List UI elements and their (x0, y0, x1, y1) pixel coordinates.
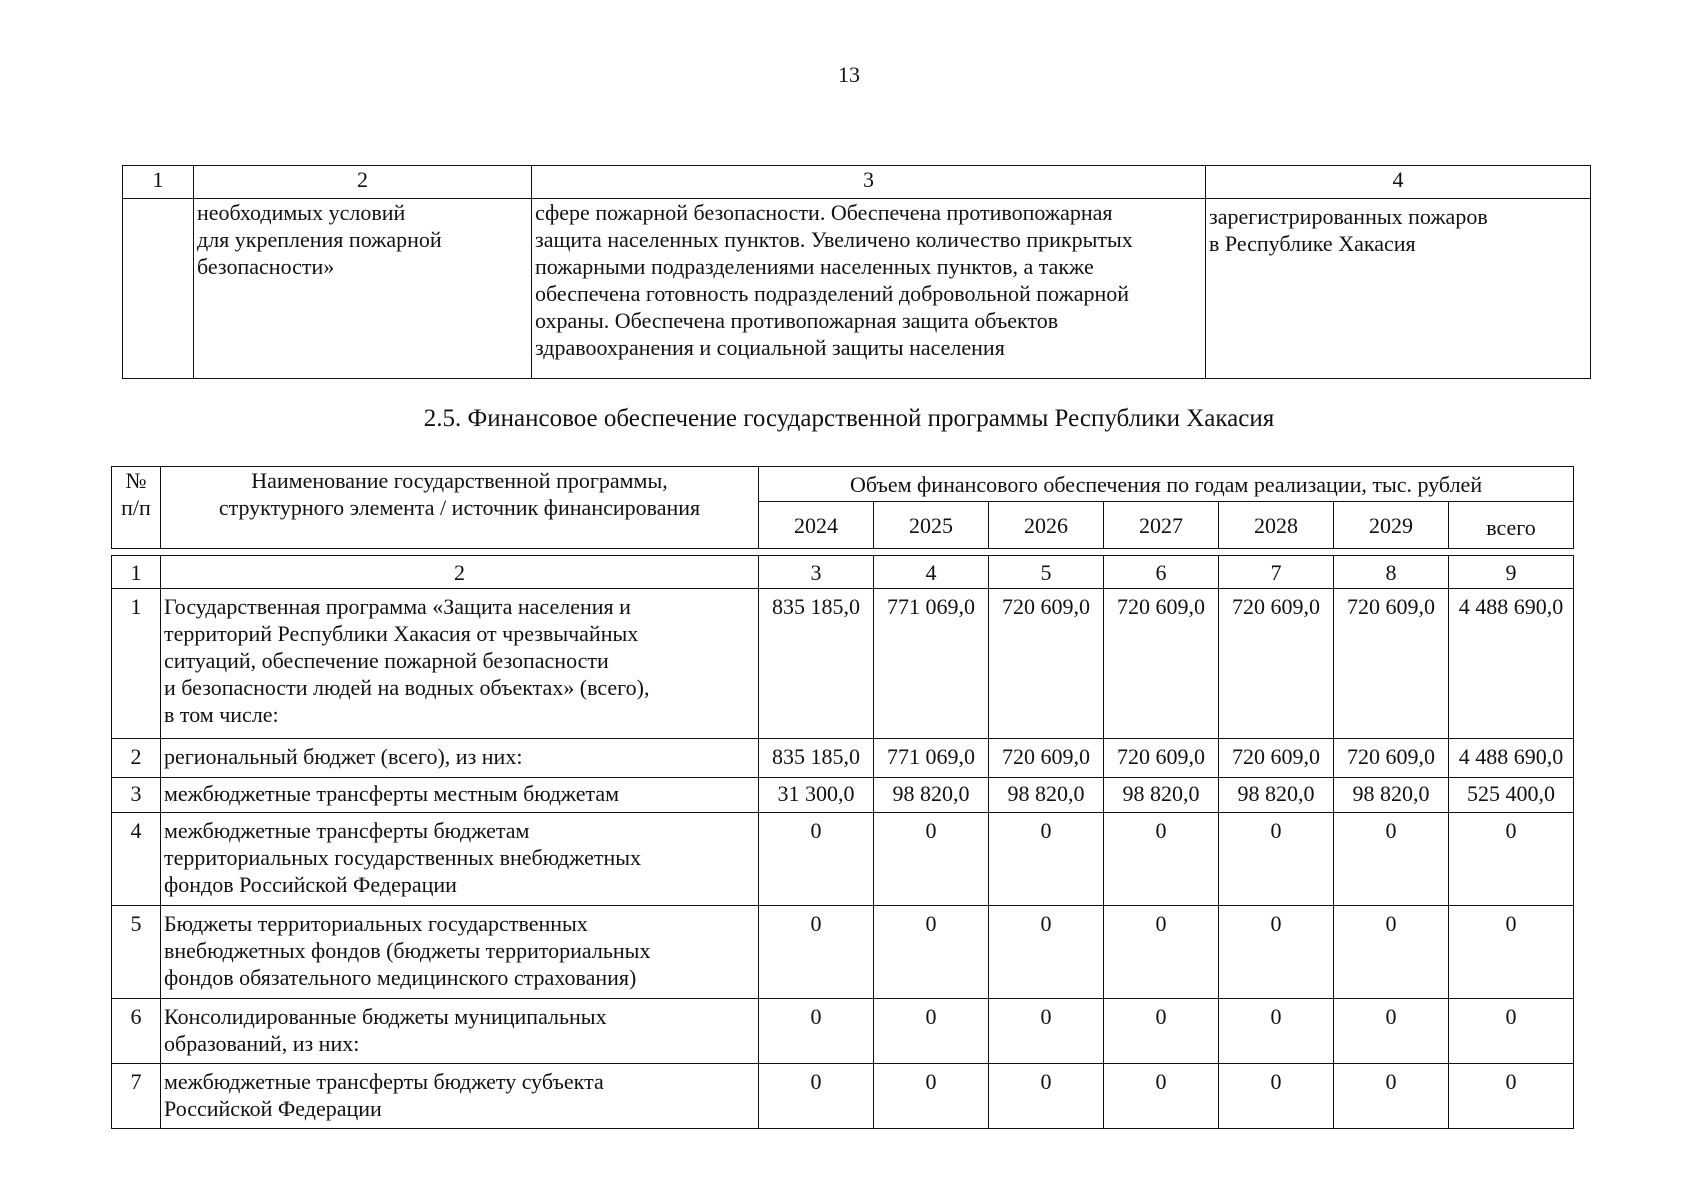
financing-table (111, 466, 1574, 1129)
column-number: 4 (874, 556, 989, 589)
row-value: 0 (759, 1064, 874, 1129)
row-value: 0 (989, 1064, 1104, 1129)
year-header: 2024 (759, 502, 874, 549)
year-header: 2026 (989, 502, 1104, 549)
separator-cell (112, 549, 1574, 556)
header-separator (112, 549, 1574, 556)
row-name: Бюджеты территориальных государственных внебюджетных фондов (бюджеты территориальных фондов обязательного медицинского страхования) (161, 906, 759, 999)
row-value: 0 (1219, 906, 1334, 999)
row-value: 0 (989, 906, 1104, 999)
top-table-cell (123, 199, 194, 379)
row-value: 0 (1219, 813, 1334, 906)
row-value: 0 (1219, 999, 1334, 1064)
row-value: 4 488 690,0 (1449, 739, 1574, 778)
table-row (112, 778, 1574, 813)
row-number: 5 (112, 906, 161, 999)
row-value: 0 (1334, 906, 1449, 999)
table-row (112, 589, 1574, 739)
table-row (112, 739, 1574, 778)
row-value: 0 (759, 999, 874, 1064)
row-name: межбюджетные трансферты бюджету субъекта Российской Федерации (161, 1064, 759, 1129)
page-number: 13 (838, 62, 860, 87)
year-header: всего (1449, 502, 1574, 549)
row-name: Государственная программа «Защита населения и территорий Республики Хакасия от чрезвычайных ситуаций, обеспечение пожарной безопасности и безопасности людей на водных объектах» (всего), в том числе: (161, 589, 759, 739)
row-value: 0 (1104, 1064, 1219, 1129)
column-number: 7 (1219, 556, 1334, 589)
column-number-row (112, 556, 1574, 589)
year-header: 2029 (1334, 502, 1449, 549)
table-row (112, 813, 1574, 906)
row-value: 835 185,0 (759, 589, 874, 739)
row-name: межбюджетные трансферты местным бюджетам (161, 778, 759, 813)
row-value: 525 400,0 (1449, 778, 1574, 813)
row-name: Консолидированные бюджеты муниципальных образований, из них: (161, 999, 759, 1064)
top-table-cell: зарегистрированных пожаров в Республике Хакасия (1206, 199, 1591, 379)
row-value: 720 609,0 (1219, 739, 1334, 778)
row-name: межбюджетные трансферты бюджетам территориальных государственных внебюджетных фондов Российской Федерации (161, 813, 759, 906)
table-row (112, 906, 1574, 999)
header-num: № п/п (112, 467, 161, 549)
row-value: 771 069,0 (874, 589, 989, 739)
row-number: 2 (112, 739, 161, 778)
row-value: 720 609,0 (989, 739, 1104, 778)
row-value: 4 488 690,0 (1449, 589, 1574, 739)
row-value: 0 (1104, 813, 1219, 906)
row-number: 4 (112, 813, 161, 906)
top-table-header-cell: 1 (123, 166, 194, 199)
row-value: 31 300,0 (759, 778, 874, 813)
row-value: 0 (759, 906, 874, 999)
top-table-header-row (123, 166, 1591, 199)
row-name: региональный бюджет (всего), из них: (161, 739, 759, 778)
row-value: 720 609,0 (1104, 739, 1219, 778)
top-table-header-cell: 2 (194, 166, 532, 199)
year-header: 2025 (874, 502, 989, 549)
row-value: 0 (1104, 906, 1219, 999)
column-number: 5 (989, 556, 1104, 589)
row-value: 0 (1334, 813, 1449, 906)
top-table-header-cell: 4 (1206, 166, 1591, 199)
row-value: 0 (989, 999, 1104, 1064)
row-number: 6 (112, 999, 161, 1064)
row-value: 0 (1334, 999, 1449, 1064)
row-value: 0 (1449, 999, 1574, 1064)
row-value: 0 (1104, 999, 1219, 1064)
row-value: 0 (874, 1064, 989, 1129)
row-value: 720 609,0 (1334, 589, 1449, 739)
row-value: 98 820,0 (1219, 778, 1334, 813)
table-row (112, 999, 1574, 1064)
top-table (122, 165, 1591, 379)
column-number: 8 (1334, 556, 1449, 589)
column-number: 9 (1449, 556, 1574, 589)
row-value: 0 (874, 906, 989, 999)
row-value: 720 609,0 (1219, 589, 1334, 739)
row-value: 0 (759, 813, 874, 906)
row-value: 771 069,0 (874, 739, 989, 778)
financing-header-row (112, 467, 1574, 502)
column-number: 1 (112, 556, 161, 589)
row-value: 720 609,0 (989, 589, 1104, 739)
top-table-cell: необходимых условий для укрепления пожарной безопасности» (194, 199, 532, 379)
column-number: 6 (1104, 556, 1219, 589)
row-value: 0 (874, 999, 989, 1064)
row-value: 98 820,0 (1334, 778, 1449, 813)
row-value: 0 (1334, 1064, 1449, 1129)
column-number: 2 (161, 556, 759, 589)
header-volume: Объем финансового обеспечения по годам реализации, тыс. рублей (759, 467, 1574, 502)
column-number: 3 (759, 556, 874, 589)
row-value: 98 820,0 (1104, 778, 1219, 813)
header-name: Наименование государственной программы, структурного элемента / источник финансирования (161, 467, 759, 549)
section-heading: 2.5. Финансовое обеспечение государственной программы Республики Хакасия (423, 405, 1275, 432)
row-number: 3 (112, 778, 161, 813)
row-number: 7 (112, 1064, 161, 1129)
top-table-row (123, 199, 1591, 379)
row-number: 1 (112, 589, 161, 739)
top-table-header-cell: 3 (532, 166, 1206, 199)
row-value: 835 185,0 (759, 739, 874, 778)
row-value: 0 (1219, 1064, 1334, 1129)
row-value: 0 (1449, 1064, 1574, 1129)
year-header: 2027 (1104, 502, 1219, 549)
row-value: 0 (874, 813, 989, 906)
row-value: 0 (1449, 813, 1574, 906)
row-value: 0 (1449, 906, 1574, 999)
top-table-cell: сфере пожарной безопасности. Обеспечена противопожарная защита населенных пунктов. Увеличено количество прикрытых пожарными подразделениями населенных пунктов, а также обеспечена готовность подразделений добровольной пожарной охраны. Обеспечена противопожарная защита объектов здравоохранения и социальной защиты населения (532, 199, 1206, 379)
row-value: 98 820,0 (874, 778, 989, 813)
table-row (112, 1064, 1574, 1129)
row-value: 98 820,0 (989, 778, 1104, 813)
row-value: 720 609,0 (1104, 589, 1219, 739)
row-value: 0 (989, 813, 1104, 906)
year-header: 2028 (1219, 502, 1334, 549)
row-value: 720 609,0 (1334, 739, 1449, 778)
